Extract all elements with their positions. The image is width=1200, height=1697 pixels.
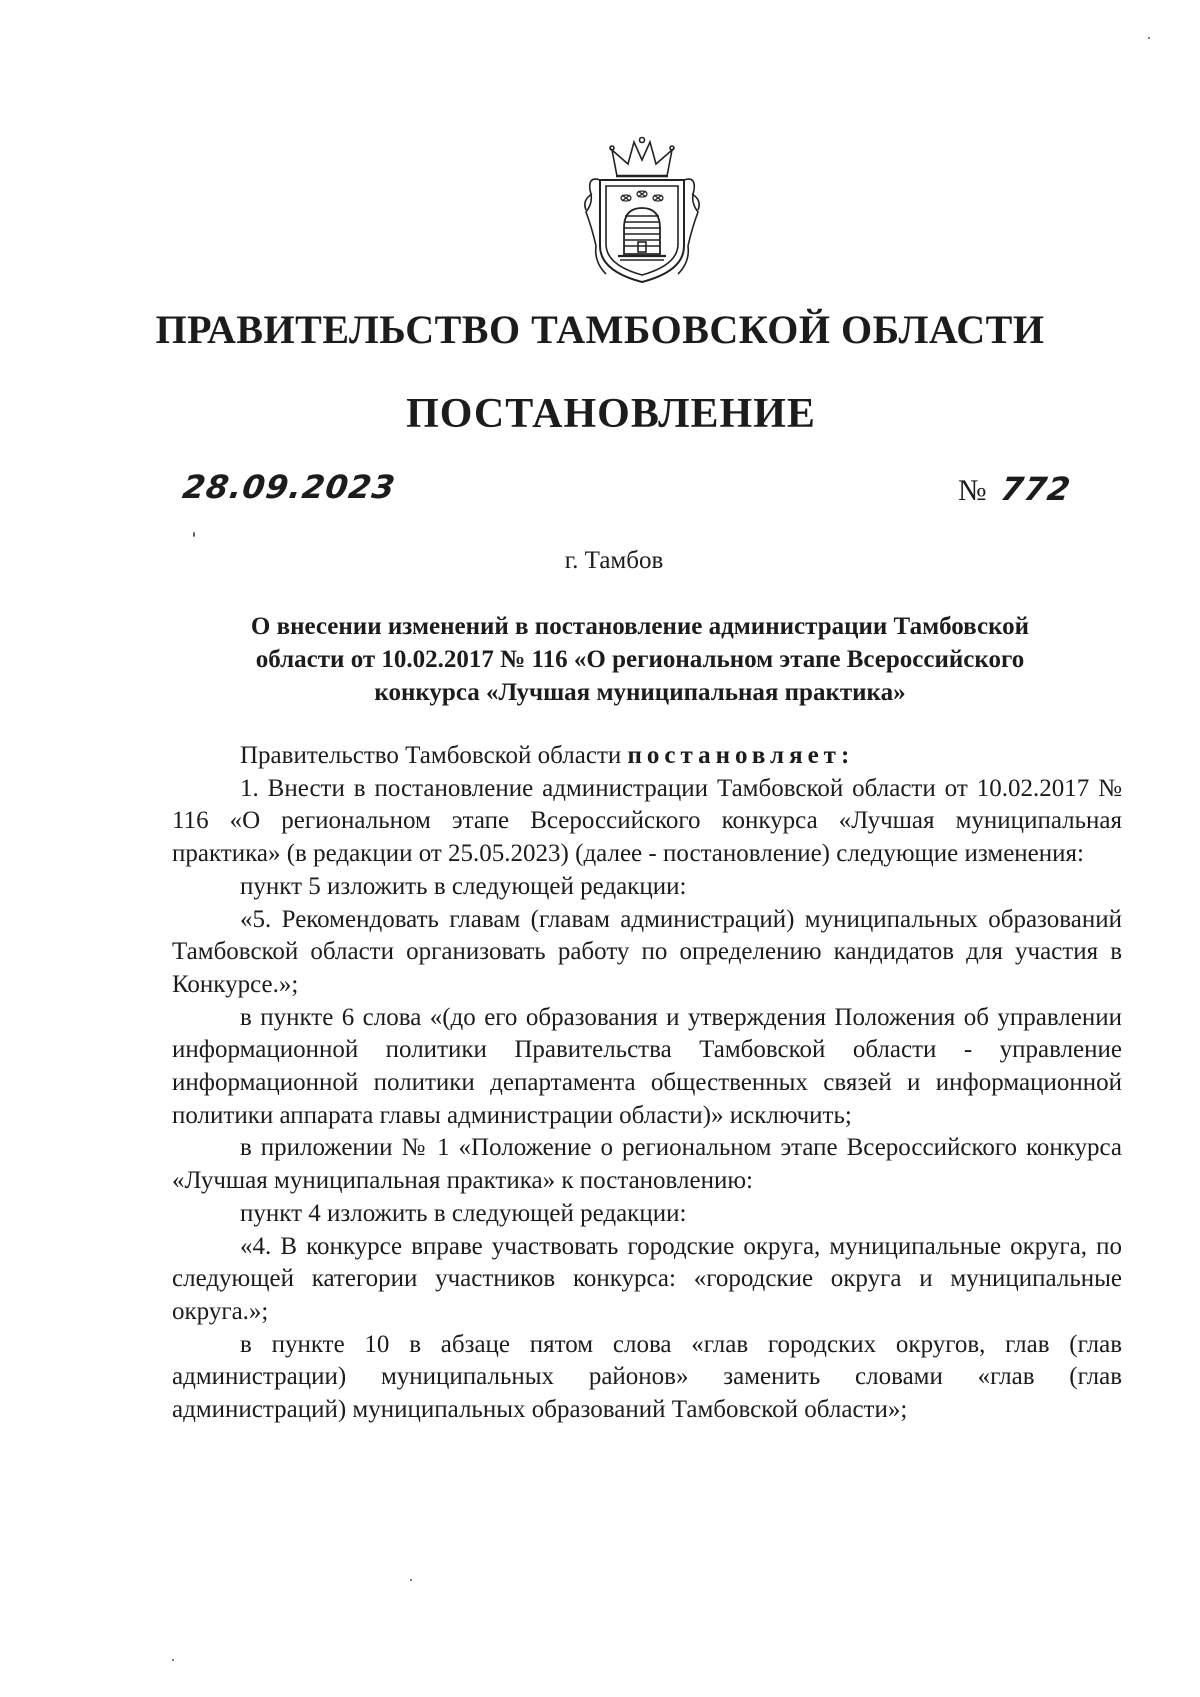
body-paragraph: пункт 5 изложить в следующей редакции: xyxy=(240,872,687,900)
document-date: 28.09.2023 xyxy=(180,468,399,506)
subject-line: О внесении изменений в постановление администрации Тамбовской xyxy=(250,613,1030,640)
document-type: ПОСТАНОВЛЕНИЕ xyxy=(406,391,816,437)
scan-speck xyxy=(172,1659,174,1661)
subject-line: области от 10.02.2017 № 116 «О региональном этапе Всероссийского xyxy=(255,646,1025,673)
document-body xyxy=(172,740,1122,1427)
scan-speck xyxy=(1148,37,1150,39)
number-sign: № xyxy=(958,474,987,507)
body-paragraph: «4. В конкурсе вправе участвовать городские округа, муниципальные округа, по следующей категории участников конкурса: «городские округа и муниципальные округа.»; xyxy=(172,1232,1122,1325)
coat-of-arms-icon xyxy=(572,136,712,286)
intro-paragraph xyxy=(172,740,1122,773)
body-paragraph: «5. Рекомендовать главам (главам администраций) муниципальных образований Тамбовской области организовать работу по определению кандидатов для участия в Конкурсе.»; xyxy=(172,905,1122,998)
body-paragraph: в приложении № 1 «Положение о региональном этапе Всероссийского конкурса «Лучшая муниципальная практика» к постановлению: xyxy=(172,1134,1122,1195)
intro-verb: постановляет: xyxy=(627,742,855,769)
subject-line: конкурса «Лучшая муниципальная практика» xyxy=(374,679,906,706)
body-paragraph: пункт 4 изложить в следующей редакции: xyxy=(240,1199,687,1227)
government-title: ПРАВИТЕЛЬСТВО ТАМБОВСКОЙ ОБЛАСТИ xyxy=(155,307,1045,352)
scan-speck xyxy=(410,1579,412,1581)
intro-text: Правительство Тамбовской области xyxy=(240,742,628,769)
body-paragraph: в пункте 6 слова «(до его образования и утверждения Положения об управлении информационной политики Правительства Тамбовской области - управление информационной политики департамента общественных связей и информационной политики аппарата главы администрации области)» исключить; xyxy=(172,1003,1122,1129)
body-paragraph: 1. Внести в постановление администрации Тамбовской области от 10.02.2017 № 116 «О региональном этапе Всероссийского конкурса «Лучшая муниципальная практика» (в редакции от 25.05.2023) (далее - постановление) следующие изменения: xyxy=(172,774,1122,868)
body-paragraph: в пункте 10 в абзаце пятом слова «глав городских округов, глав (глав администрации) муниципальных районов» заменить словами «глав (глав администраций) муниципальных образований Тамбовской области»; xyxy=(172,1330,1122,1424)
document-number xyxy=(958,470,1074,508)
scan-speck xyxy=(193,532,195,537)
number-value: 772 xyxy=(997,470,1074,508)
city: г. Тамбов xyxy=(564,547,664,574)
document-subject xyxy=(175,610,1105,709)
